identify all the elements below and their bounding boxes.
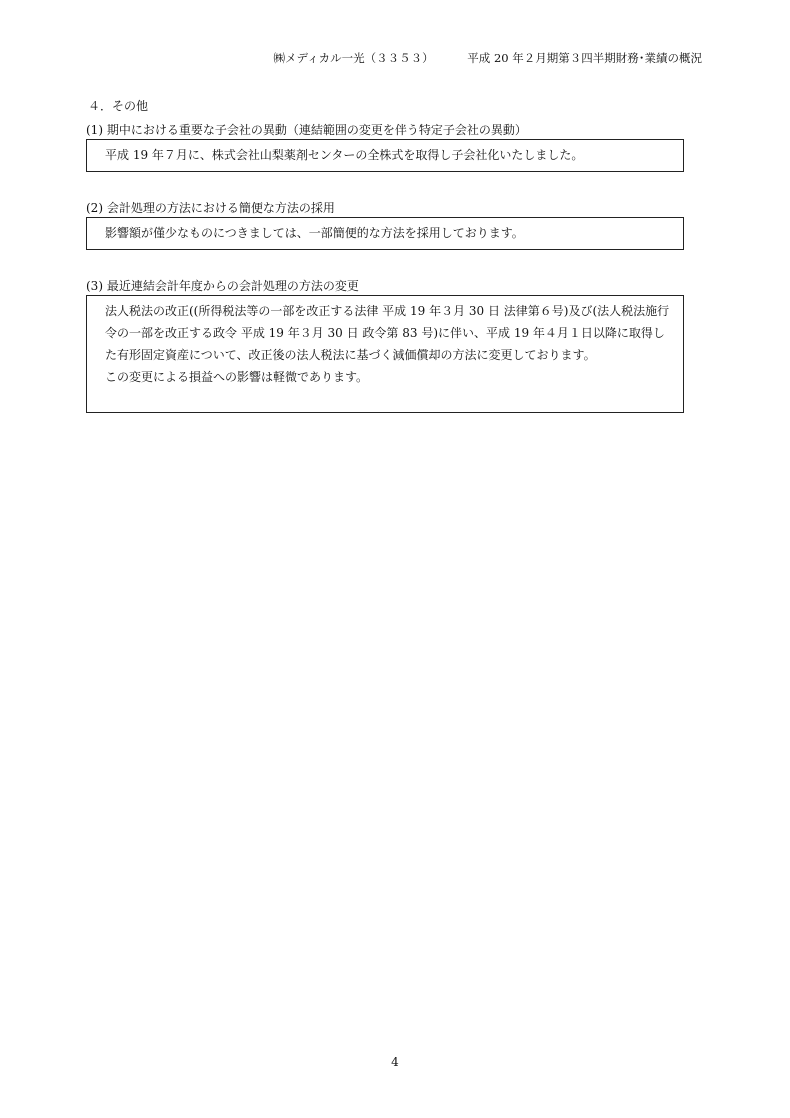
item-3-text-2: この変更による損益への影響は軽微であります。 [105,370,369,384]
item-1-heading: (1) 期中における重要な子会社の異動（連結範囲の変更を伴う特定子会社の異動） [86,123,527,137]
page-header [274,50,702,66]
report-title: 平成 20 年２月期第３四半期財務･業績の概況 [467,51,702,65]
company-name: ㈱メディカル一光（３３５３） [273,51,434,65]
item-2-heading: (2) 会計処理の方法における簡便な方法の採用 [86,201,335,215]
item-2-box [86,217,684,250]
item-3-text-1: 法人税法の改正((所得税法等の一部を改正する法律 平成 19 年３月 30 日 法律第６号)及び(法人税法施行令の一部を改正する政令 平成 19 年３月 30 日 政令第 83 号)に伴い、平成 19 年４月１日以降に取得した有形固定資産について、改正後の法人税法に基づく減価償却の方法に変更しております。 [105,304,670,362]
item-3-box [86,295,684,413]
section-title: ４．その他 [88,99,149,113]
item-1-box [86,139,684,172]
item-1-text: 平成 19 年７月に、株式会社山梨薬剤センターの全株式を取得し子会社化いたしました。 [105,148,584,162]
item-3-heading: (3) 最近連結会計年度からの会計処理の方法の変更 [86,279,359,293]
item-2-text: 影響額が僅少なものにつきましては、一部簡便的な方法を採用しております。 [105,226,524,240]
page-number: 4 [391,1055,399,1069]
